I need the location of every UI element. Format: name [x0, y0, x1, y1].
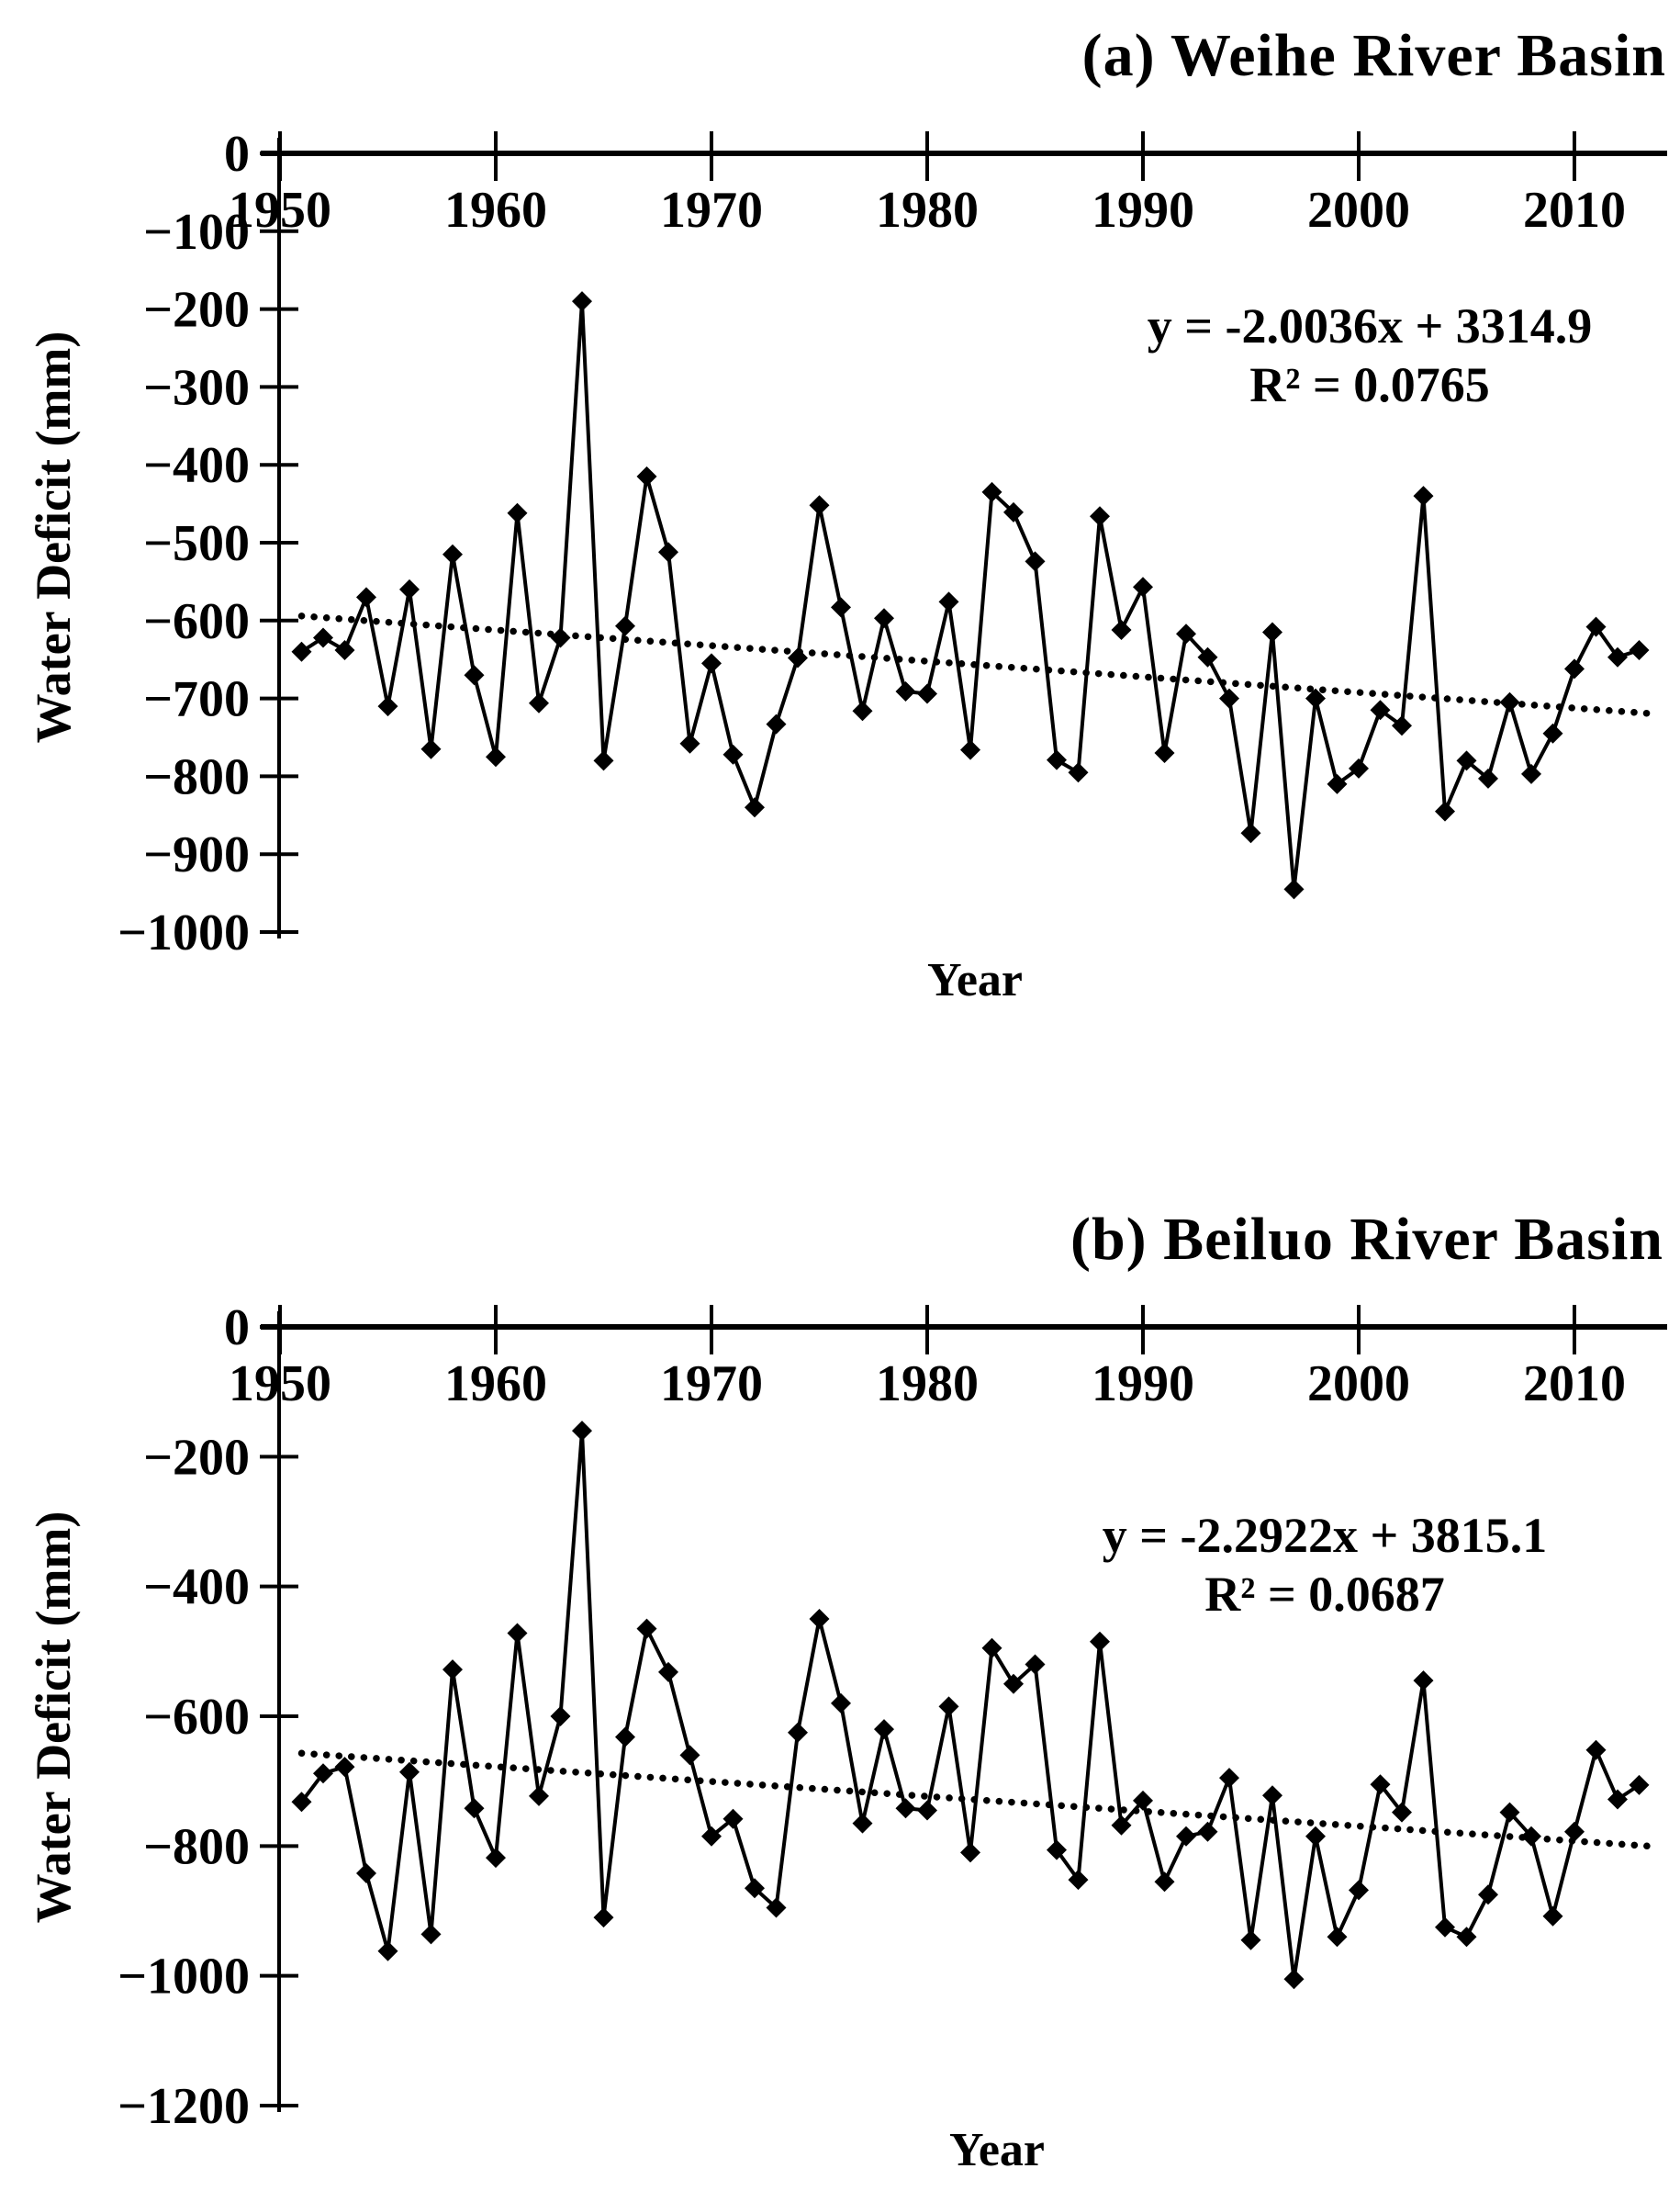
y-tick-label-a: −600	[143, 592, 250, 650]
y-tick-label-b: 0	[224, 1299, 250, 1356]
x-tick-label-a: 1980	[876, 182, 979, 239]
x-tick-label-a: 2000	[1307, 182, 1410, 239]
y-tick-label-b: −1000	[118, 1948, 250, 2006]
y-tick-label-b: −800	[143, 1818, 250, 1876]
x-tick-label-b: 1970	[660, 1355, 763, 1412]
x-tick-label-a: 1990	[1092, 182, 1194, 239]
x-tick-label-a: 2010	[1523, 182, 1626, 239]
y-tick-label-a: −100	[143, 203, 250, 261]
chart-a-title: (a) Weihe River Basin	[1081, 22, 1666, 89]
x-tick-label-a: 1970	[660, 182, 763, 239]
chart-b-title: (b) Beiluo River Basin	[1070, 1206, 1663, 1273]
y-tick-label-a: −200	[143, 281, 250, 339]
y-tick-label-a: −500	[143, 515, 250, 572]
y-tick-label-a: −800	[143, 748, 250, 806]
series-markers-b	[292, 1421, 1650, 1989]
y-tick-label-a: 0	[224, 126, 250, 183]
chart-b-equation: y = -2.2922x + 3815.1	[1102, 1508, 1548, 1563]
y-tick-label-a: −700	[143, 670, 250, 728]
y-tick-label-b: −1200	[118, 2078, 250, 2135]
chart-a-r-squared: R² = 0.0765	[1249, 357, 1490, 412]
y-tick-label-a: −1000	[118, 904, 250, 961]
x-tick-label-a: 1950	[229, 182, 331, 239]
chart-a-x-axis-title: Year	[927, 954, 1023, 1006]
x-tick-label-b: 1990	[1092, 1355, 1194, 1412]
chart-a-equation: y = -2.0036x + 3314.9	[1147, 298, 1593, 354]
chart-b	[118, 1299, 1667, 2135]
y-tick-label-a: −900	[143, 826, 250, 884]
x-tick-label-b: 1960	[444, 1355, 547, 1412]
y-tick-label-b: −200	[143, 1429, 250, 1487]
x-tick-label-b: 2010	[1523, 1355, 1626, 1412]
x-tick-label-b: 1980	[876, 1355, 979, 1412]
y-tick-label-a: −300	[143, 359, 250, 417]
y-tick-label-a: −400	[143, 437, 250, 495]
x-tick-label-b: 1950	[229, 1355, 331, 1412]
chart-a-y-axis-title: Water Deficit (mm)	[26, 331, 81, 744]
x-tick-label-a: 1960	[444, 182, 547, 239]
chart-a	[118, 126, 1667, 961]
y-tick-label-b: −400	[143, 1558, 250, 1616]
x-tick-label-b: 2000	[1307, 1355, 1410, 1412]
chart-b-r-squared: R² = 0.0687	[1204, 1567, 1445, 1622]
y-tick-label-b: −600	[143, 1689, 250, 1746]
chart-b-y-axis-title: Water Deficit (mm)	[26, 1511, 81, 1924]
chart-b-x-axis-title: Year	[949, 2124, 1045, 2176]
